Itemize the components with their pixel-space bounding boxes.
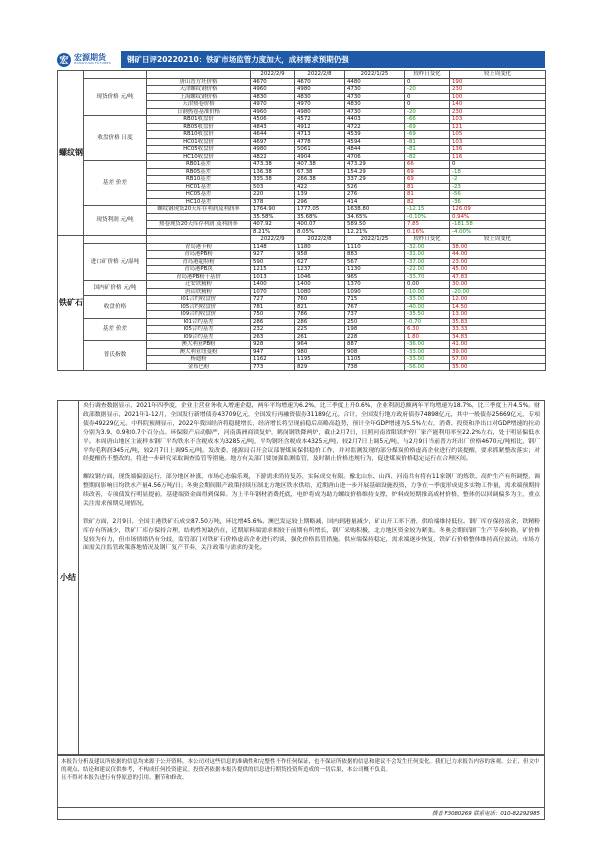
- report-header: [57, 51, 545, 68]
- weekly-change-cell: 33.33: [450, 326, 546, 334]
- weekly-change-cell: 230: [450, 108, 546, 116]
- weekly-change-cell: 103: [450, 116, 546, 124]
- weekly-change-cell: 13.00: [450, 311, 546, 319]
- price-cell: 526: [345, 183, 405, 191]
- daily-change-cell: 82: [405, 198, 450, 206]
- price-cell: 589.50: [345, 221, 405, 229]
- price-cell: 928: [251, 341, 295, 349]
- price-cell: 67.38: [295, 168, 345, 176]
- price-cell: 414: [345, 198, 405, 206]
- row-name: HC05收盘价: [147, 146, 251, 154]
- price-cell: 276: [345, 191, 405, 199]
- group-label: 普氏指数: [84, 341, 147, 371]
- price-cell: 266.38: [295, 176, 345, 184]
- daily-change-cell: 81: [405, 191, 450, 199]
- daily-change-cell: 7.85: [405, 221, 450, 229]
- price-cell: 965: [345, 273, 405, 281]
- price-cell: 738: [345, 363, 405, 371]
- daily-change-cell: -22.00: [405, 266, 450, 274]
- daily-change-cell: -0.70: [405, 318, 450, 326]
- price-cell: 1148: [251, 243, 295, 251]
- daily-change-cell: -20: [405, 86, 450, 94]
- disclaimer: [57, 755, 545, 808]
- table-row: [58, 78, 546, 86]
- disclaimer-paragraph: 且不得对本报告进行有悖原意的引用、删节和修改。: [61, 775, 188, 782]
- price-cell: 1370: [345, 281, 405, 289]
- daily-change-cell: 0: [405, 93, 450, 101]
- price-cell: 378: [251, 198, 295, 206]
- price-cell: 473.38: [251, 161, 295, 169]
- daily-change-cell: -35.50: [405, 311, 450, 319]
- group-label: 现货利润 元/吨: [84, 206, 147, 236]
- weekly-change-cell: 136: [450, 146, 546, 154]
- summary-section: [57, 400, 545, 755]
- weekly-change-cell: -56: [450, 191, 546, 199]
- row-name: 青岛港超特粉: [147, 258, 251, 266]
- price-cell: 4778: [295, 138, 345, 146]
- company-logo: [57, 51, 121, 68]
- price-cell: 1090: [345, 288, 405, 296]
- price-cell: 1105: [345, 356, 405, 364]
- price-cell: 8.21%: [251, 228, 295, 236]
- daily-change-cell: -10.00: [405, 288, 450, 296]
- price-cell: 473.29: [345, 161, 405, 169]
- daily-change-cell: -32.00: [405, 243, 450, 251]
- row-name: HC10收盘价: [147, 153, 251, 161]
- daily-change-cell: 81: [405, 183, 450, 191]
- price-cell: 4960: [251, 86, 295, 94]
- weekly-change-cell: -181.58: [450, 221, 546, 229]
- price-cell: 4670: [251, 78, 295, 86]
- price-cell: 4830: [345, 101, 405, 109]
- price-cell: 225: [295, 326, 345, 334]
- price-cell: 927: [251, 251, 295, 259]
- daily-change-cell: 69: [405, 176, 450, 184]
- row-name: I01合约收盘价: [147, 296, 251, 304]
- price-cell: 139: [295, 191, 345, 199]
- row-name: I09合约基差: [147, 333, 251, 341]
- price-cell: 4506: [251, 116, 295, 124]
- price-cell: 8.05%: [295, 228, 345, 236]
- price-cell: 4912: [295, 123, 345, 131]
- price-cell: 829: [295, 363, 345, 371]
- price-cell: 422: [295, 183, 345, 191]
- weekly-change-cell: 190: [450, 78, 546, 86]
- price-cell: 4594: [345, 138, 405, 146]
- weekly-change-cell: 23.00: [450, 258, 546, 266]
- price-cell: 136.38: [251, 168, 295, 176]
- row-name: RB01基差: [147, 161, 251, 169]
- weekly-change-cell: 45.00: [450, 266, 546, 274]
- price-cell: 1162: [251, 356, 295, 364]
- price-cell: 4830: [295, 93, 345, 101]
- ore-section-label: 铁矿石: [58, 236, 84, 371]
- daily-change-cell: -66: [405, 116, 450, 124]
- date-header: 2022/1/25: [345, 71, 405, 79]
- weekly-change-cell: 0.94%: [450, 213, 546, 221]
- daily-change-cell: -33.00: [405, 348, 450, 356]
- group-label: 国内矿价格 元/吨: [84, 281, 147, 296]
- row-name: 唐山普方坯价格: [147, 78, 251, 86]
- weekly-change-cell: -20.00: [450, 288, 546, 296]
- report-title: 钢矿日评20220210：铁矿市场监管力度加大，成材需求预期仍强: [121, 51, 545, 68]
- row-name: I01合约基差: [147, 318, 251, 326]
- price-cell: 34.65%: [345, 213, 405, 221]
- group-label: 收盘价格 日度: [84, 116, 147, 161]
- row-name: 热卷现货20天库存利润 及利润率: [147, 221, 251, 229]
- price-cell: 4572: [295, 116, 345, 124]
- weekly-change-cell: 57.00: [450, 356, 546, 364]
- price-cell: 883: [345, 251, 405, 259]
- row-name: RB01收盘价: [147, 116, 251, 124]
- group-label: 基差 价差: [84, 318, 147, 341]
- weekly-change-cell: -18: [450, 168, 546, 176]
- daily-change-cell: 6.30: [405, 326, 450, 334]
- price-cell: 737: [345, 311, 405, 319]
- date-header: 2022/2/9: [251, 236, 295, 244]
- daily-change-cell: -12.15: [405, 206, 450, 214]
- price-cell: 250: [345, 318, 405, 326]
- daily-change-cell: -33.00: [405, 296, 450, 304]
- date-header: 2022/2/8: [295, 236, 345, 244]
- daily-change-cell: -81: [405, 138, 450, 146]
- weekly-change-cell: 121: [450, 123, 546, 131]
- price-cell: 887: [345, 341, 405, 349]
- daily-change-cell: -33.70: [405, 273, 450, 281]
- price-cell: 1013: [251, 273, 295, 281]
- price-cell: 4830: [251, 93, 295, 101]
- weekly-change-cell: 35.00: [450, 363, 546, 371]
- daily-change-cell: -20: [405, 108, 450, 116]
- rebar-section-label: 螺纹钢: [58, 71, 84, 236]
- price-cell: 4730: [345, 86, 405, 94]
- price-cell: 750: [251, 311, 295, 319]
- price-cell: 4730: [345, 93, 405, 101]
- row-name: 天津螺纹钢价格: [147, 86, 251, 94]
- price-cell: 760: [295, 296, 345, 304]
- row-name: 青岛港PB块: [147, 266, 251, 274]
- price-cell: 4730: [345, 108, 405, 116]
- price-cell: 1777.05: [295, 206, 345, 214]
- ore-header-row: [58, 236, 546, 244]
- row-name: 青岛港PB粉干基价: [147, 273, 251, 281]
- row-name: [147, 228, 251, 236]
- logo-mark-icon: 宏: [57, 53, 71, 67]
- row-name: I05合约收盘价: [147, 303, 251, 311]
- price-cell: 4980: [295, 86, 345, 94]
- disclaimer-paragraph: 本报告分析及建议所依据的信息均来源于公开资料，本公司对这些信息的准确性和完整性不作任何保证，也不保证所依据的信息和建议不会发生任何变化。我们已力求报告内容的客观、公正，但文中的观点、结论和建议仅供参考，不构成任何投资建议。投资者依据本报告提供的信息进行期货投资所造成的一切后果，本公司概不负责。: [61, 759, 540, 774]
- price-cell: 964: [295, 341, 345, 349]
- price-cell: 947: [251, 348, 295, 356]
- date-header: 2022/2/9: [251, 71, 295, 79]
- summary-paragraph: 央行调查数据显示，2021年四季度，企业主营业务收入增速企稳，两年平均增速为6.2%，比三季度上升0.6%，企业利润总额两年平均增速为18.7%，比三季度上升4.5%。财政部数据显示，2021年1-12月，全国发行新增债券43709亿元，全国发行再融资债券31189亿元。合计，全国发行地方政府债券74898亿元，其中一般债券25669亿元，专项债券49229亿元。中科院预测显示，2022年我国经济将稳健增长，经济增长将呈现前稳后高略高趋势，预计全年GDP增速为5.5%左右，消费、投资和净出口对GDP增速的拉动分别为3.9、0.9和0.7个百分点。环保限产启动脚严，河南禹洲商镁复炉，鹤岗钢铁降两炉，截止2月7日，日照河南省限镁炉停厂家产能利用率至22.2%左右，处于明显偏低水平。本周唐山地区主流样本钢厂平均铁水不含税成本为3285元/吨，平均钢坯含税成本4325元/吨，较2月7日上调5元/吨，与2月9日当前普方坯出厂价格4670元/吨相比，钢厂平均毛利润345元/吨，较2月7日上调95元/吨。发改委、能源局召开会议部署煤炭保供稳价工作，并对监测发现的部分煤炭价格虚高企业进行约谈提醒，要求抓紧整改落实；对经提醒仍不整改的，将进一步研究采取调查监管等措施。地方有关部门要加强监测监管，及时制止价格违规行为，促进煤炭价格稳定运行在合理区间。: [83, 403, 540, 463]
- daily-change-cell: 66: [405, 161, 450, 169]
- change-header: 较昨日变化: [405, 236, 450, 244]
- weekly-change-cell: -4.00%: [450, 228, 546, 236]
- price-cell: 1638.80: [345, 206, 405, 214]
- price-cell: 12.21%: [345, 228, 405, 236]
- change-header: 较昨日变化: [405, 71, 450, 79]
- footer-contact: 撰者 F3080269 联系电话：010-82292985: [57, 808, 545, 820]
- logo-name-cn: 宏源期货: [74, 53, 106, 62]
- row-name: HC10基差: [147, 198, 251, 206]
- price-cell: 4980: [295, 108, 345, 116]
- group-label: 收盘价格: [84, 296, 147, 319]
- price-cell: 4706: [345, 153, 405, 161]
- table-row: [58, 341, 546, 349]
- row-name: 上海螺纹钢价格: [147, 93, 251, 101]
- change-header: 较上周变化: [450, 236, 546, 244]
- weekly-change-cell: 35.83: [450, 318, 546, 326]
- weekly-change-cell: -23: [450, 183, 546, 191]
- daily-change-cell: 69: [405, 168, 450, 176]
- daily-change-cell: 0.00: [405, 281, 450, 289]
- row-name: 杨迪粉: [147, 356, 251, 364]
- row-name: 唐山铁精粉: [147, 288, 251, 296]
- rebar-header-row: [58, 71, 546, 79]
- price-cell: 228: [345, 333, 405, 341]
- table-row: [58, 116, 546, 124]
- logo-name-en: HONGYUAN FUTURES: [74, 61, 111, 65]
- row-name: RB10基差: [147, 176, 251, 184]
- weekly-change-cell: 105: [450, 131, 546, 139]
- daily-change-cell: -33.00: [405, 356, 450, 364]
- weekly-change-cell: 44.00: [450, 251, 546, 259]
- weekly-change-cell: 103: [450, 138, 546, 146]
- price-cell: 1195: [295, 356, 345, 364]
- price-cell: 1400: [251, 281, 295, 289]
- price-cell: 1110: [345, 243, 405, 251]
- row-name: I09合约收盘价: [147, 311, 251, 319]
- price-cell: 1180: [295, 243, 345, 251]
- row-name: HC01基差: [147, 183, 251, 191]
- table-row: [58, 161, 546, 169]
- weekly-change-cell: 230: [450, 86, 546, 94]
- price-cell: 263: [251, 333, 295, 341]
- row-name: 螺纹钢现货20天库存利润及利润率: [147, 206, 251, 214]
- daily-change-cell: -82: [405, 153, 450, 161]
- row-name: 青岛港PB粉: [147, 251, 251, 259]
- price-cell: 407.38: [295, 161, 345, 169]
- price-cell: 715: [345, 296, 405, 304]
- price-cell: 821: [295, 303, 345, 311]
- weekly-change-cell: 34.83: [450, 333, 546, 341]
- date-header: 2022/1/25: [345, 236, 405, 244]
- weekly-change-cell: -2: [450, 176, 546, 184]
- price-cell: 407.92: [251, 221, 295, 229]
- daily-change-cell: -69: [405, 123, 450, 131]
- daily-change-cell: -56.00: [405, 363, 450, 371]
- price-cell: 503: [251, 183, 295, 191]
- price-cell: 1080: [295, 288, 345, 296]
- daily-change-cell: -81: [405, 146, 450, 154]
- price-cell: 296: [295, 198, 345, 206]
- table-row: [58, 281, 546, 289]
- weekly-change-cell: 0: [450, 161, 546, 169]
- summary-paragraph: 铁矿方面，2月9日，全国主港铁矿石成交87.50万吨，环比增45.6%。澳巴发运较上期略减，国内到港量减少，矿山开工率下滑，供给端维持低位。钢厂库存保持富余，铁精粉库存有所减少，铁矿厂库存保持合理，结构性短缺仍在，近期原料端需求相较于前期有所增长，钢厂采购积极，北方地区资金较为紧张。冬奥会期间钢厂生产节奏转换，矿价修复较为有力，但市场情绪仍有分歧，监管部门对铁矿石价格虚高企业进行约谈，强化价格监管措施。供应端保持稳定，需求端逐步恢复，铁矿石价格整体维持高位波动。市场方面需关注监管政策落地情况及钢厂复产节奏，关注政策与需求的变化。: [83, 518, 540, 552]
- row-name: [147, 213, 251, 221]
- price-cell: 786: [295, 311, 345, 319]
- price-cell: 1046: [295, 273, 345, 281]
- price-cell: 627: [295, 258, 345, 266]
- price-cell: 4843: [251, 123, 295, 131]
- daily-change-cell: 1.80: [405, 333, 450, 341]
- price-cell: 4970: [295, 101, 345, 109]
- row-name: 澳大利亚PB粉: [147, 341, 251, 349]
- daily-change-cell: 0: [405, 78, 450, 86]
- price-cell: 4980: [251, 146, 295, 154]
- price-cell: 4480: [345, 78, 405, 86]
- summary-label: 小结: [58, 401, 79, 754]
- summary-body: [79, 401, 544, 754]
- weekly-change-cell: 100: [450, 93, 546, 101]
- daily-change-cell: -31.00: [405, 251, 450, 259]
- row-name: 澳大利亚纽曼粉: [147, 348, 251, 356]
- price-cell: 286: [295, 318, 345, 326]
- table-row: [58, 296, 546, 304]
- price-cell: 1070: [251, 288, 295, 296]
- weekly-change-cell: 126.09: [450, 206, 546, 214]
- row-name: RB05基差: [147, 168, 251, 176]
- daily-change-cell: -37.00: [405, 258, 450, 266]
- price-cell: 4722: [345, 123, 405, 131]
- row-name: 迁安铁精粉: [147, 281, 251, 289]
- daily-change-cell: -0.10%: [405, 213, 450, 221]
- price-cell: 35.68%: [295, 213, 345, 221]
- daily-change-cell: -40.00: [405, 303, 450, 311]
- change-header: 较上周变化: [450, 71, 546, 79]
- price-cell: 1764.90: [251, 206, 295, 214]
- price-cell: 4670: [295, 78, 345, 86]
- price-cell: 4697: [251, 138, 295, 146]
- row-name: HC05基差: [147, 191, 251, 199]
- price-cell: 5061: [295, 146, 345, 154]
- price-cell: 232: [251, 326, 295, 334]
- price-cell: 567: [345, 258, 405, 266]
- date-header: 2022/2/8: [295, 71, 345, 79]
- price-cell: 286: [251, 318, 295, 326]
- price-cell: 781: [251, 303, 295, 311]
- group-label: 基差 价差: [84, 161, 147, 206]
- group-label: 进口矿价格 元/湿吨: [84, 243, 147, 281]
- price-cell: 4960: [251, 108, 295, 116]
- summary-paragraph: 螺纹钢方面，现货端偏弱运行，部分地区补涨，市场心态偏乐观，下游需求尚待复苏，实际成交有限。豫北山东、山西、河南共有将有11家钢厂的炼铁、高炉生产有所调整，调整期间影响日均铁水产量4.56万吨/日；冬奥会期间限产政策持续压制北方地区铁水供给，近期唐山进一步开展基础设施投资，力争在一季度形成更多实物工作量，需求端预期持续改善，专项债发行明显提前，基建端资金面得到保障。为上半年钢材消费托底，电炉将成为助力螺纹价格维持支撑，炉料成短期推高成材价格，整体仍以回调偏多为主，重点关注需求预期兑现情况。: [83, 474, 540, 507]
- price-cell: 35.58%: [251, 213, 295, 221]
- table-row: [58, 206, 546, 214]
- price-table: [57, 70, 546, 371]
- weekly-change-cell: 38.00: [450, 243, 546, 251]
- price-cell: 261: [295, 333, 345, 341]
- price-cell: 1130: [345, 266, 405, 274]
- price-cell: 335.38: [251, 176, 295, 184]
- price-cell: 958: [295, 251, 345, 259]
- row-name: RB05收盘价: [147, 123, 251, 131]
- price-cell: 908: [345, 348, 405, 356]
- daily-change-cell: 0: [405, 101, 450, 109]
- weekly-change-cell: -36: [450, 198, 546, 206]
- daily-change-cell: 0.16%: [405, 228, 450, 236]
- price-cell: 4904: [295, 153, 345, 161]
- price-cell: 590: [251, 258, 295, 266]
- price-cell: 4844: [345, 146, 405, 154]
- row-name: 青岛港卡粉: [147, 243, 251, 251]
- weekly-change-cell: 30.00: [450, 281, 546, 289]
- price-cell: 773: [251, 363, 295, 371]
- weekly-change-cell: 12.00: [450, 296, 546, 304]
- row-name: 日钢热卷基准价格: [147, 108, 251, 116]
- price-cell: 4539: [345, 131, 405, 139]
- price-cell: 1215: [251, 266, 295, 274]
- group-label: 现货价格 元/吨: [84, 78, 147, 116]
- price-cell: 337.29: [345, 176, 405, 184]
- weekly-change-cell: 39.00: [450, 348, 546, 356]
- row-name: HC01收盘价: [147, 138, 251, 146]
- price-cell: 4403: [345, 116, 405, 124]
- price-cell: 767: [345, 303, 405, 311]
- weekly-change-cell: 140: [450, 101, 546, 109]
- price-cell: 198: [345, 326, 405, 334]
- price-cell: 4644: [251, 131, 295, 139]
- price-cell: 154.29: [345, 168, 405, 176]
- price-cell: 4713: [295, 131, 345, 139]
- price-cell: 727: [251, 296, 295, 304]
- weekly-change-cell: 116: [450, 153, 546, 161]
- row-name: I05合约基差: [147, 326, 251, 334]
- price-cell: 1237: [295, 266, 345, 274]
- price-cell: 220: [251, 191, 295, 199]
- price-cell: 4822: [251, 153, 295, 161]
- weekly-change-cell: 47.83: [450, 273, 546, 281]
- row-name: RB10收盘价: [147, 131, 251, 139]
- row-name: 金布巴粉: [147, 363, 251, 371]
- price-cell: 400.07: [295, 221, 345, 229]
- price-cell: 980: [295, 348, 345, 356]
- table-row: [58, 318, 546, 326]
- price-cell: 1400: [295, 281, 345, 289]
- table-row: [58, 243, 546, 251]
- price-cell: 4970: [251, 101, 295, 109]
- daily-change-cell: -69: [405, 131, 450, 139]
- weekly-change-cell: 41.00: [450, 341, 546, 349]
- weekly-change-cell: 14.50: [450, 303, 546, 311]
- row-name: 天津热卷价格: [147, 101, 251, 109]
- daily-change-cell: -36.00: [405, 341, 450, 349]
